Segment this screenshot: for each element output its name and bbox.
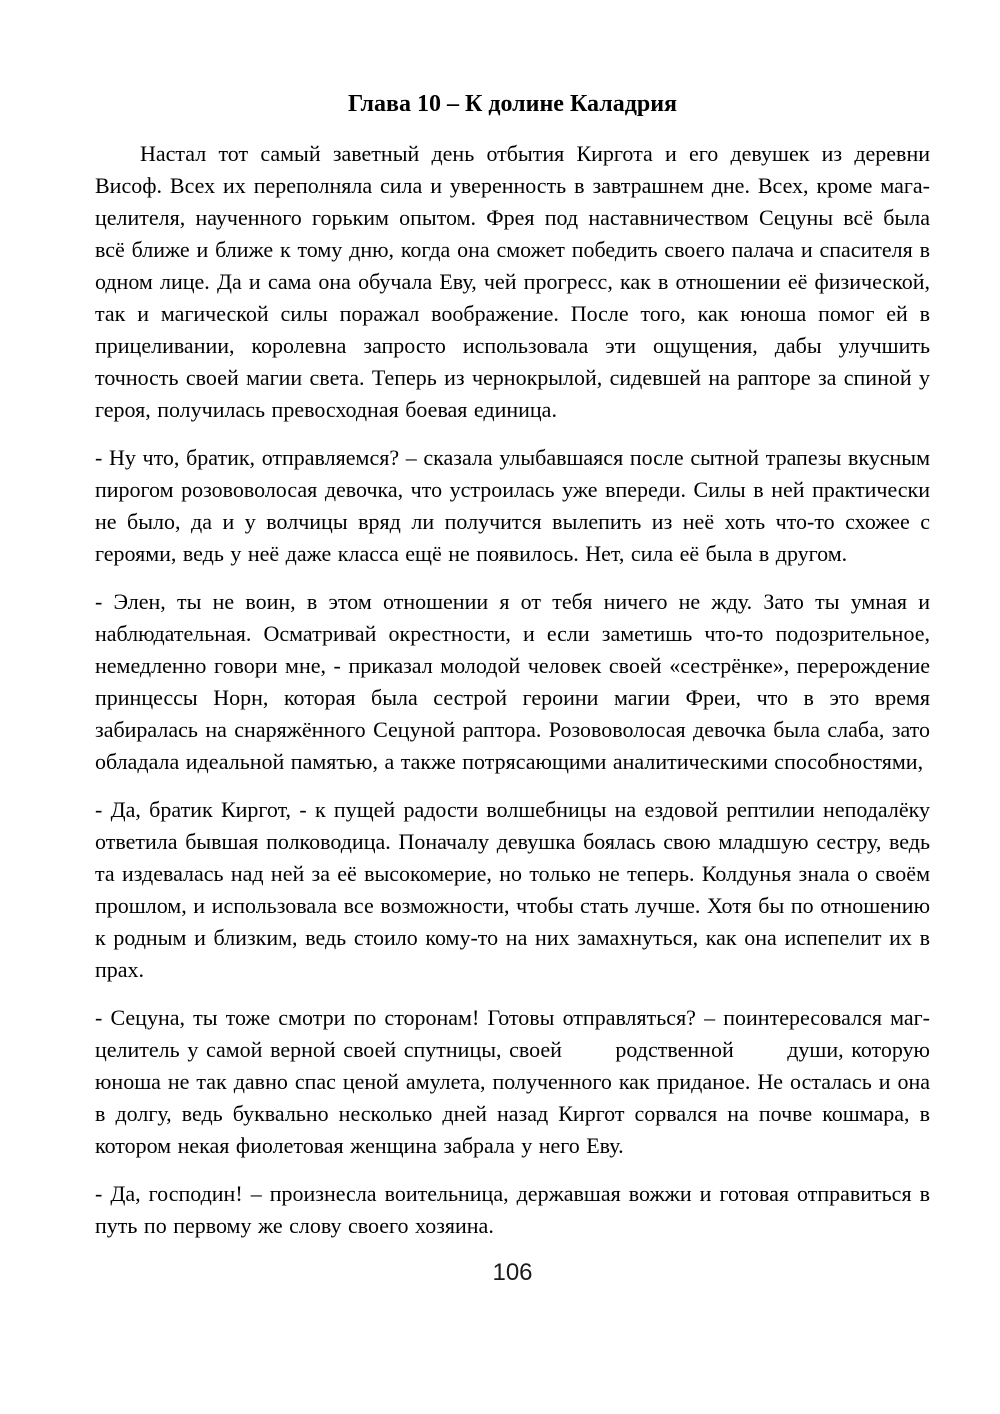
paragraph-dialogue-elen: - Ну что, братик, отправляемся? – сказала улыбавшаяся после сытной трапезы вкусным пирогом розововолосая девочка, что устроилась уже впереди. Силы в ней практически не было, да и у волчицы вряд ли получится вылепить из неё хоть что-то схожее с героями, ведь у неё даже класса ещё не появилось. Нет, сила её была в другом. [95,445,930,566]
page-footer [95,1258,930,1288]
paragraph-narration-1: Настал тот самый заветный день отбытия Киргота и его девушек из деревни Висоф. Всех их переполняла сила и уверенность в завтрашнем дне. Всех, кроме мага-целителя, наученного горьким опытом. Фрея под наставничеством Сецуны всё была всё ближе и ближе к тому дню, когда она сможет победить своего палача и спасителя в одном лице. Да и сама она обучала Еву, чей прогресс, как в отношении её физической, так и магической силы поражал воображение. После того, как юноша помог ей в прицеливании, королевна запросто использовала эти ощущения, дабы улучшить точность своей магии света. Теперь из чернокрылой, сидевшей на рапторе за спиной у героя, получилась превосходная боевая единица. [95,141,930,422]
paragraph-dialogue-setsuna-answer: - Да, господин! – произнесла воительница, державшая вожжи и готовая отправиться в путь по первому же слову своего хозяина. [95,1181,930,1238]
paragraph-dialogue-kirgot-to-elen: - Элен, ты не воин, в этом отношении я от тебя ничего не жду. Зато ты умная и наблюдательная. Осматривай окрестности, и если заметишь что-то подозрительное, немедленно говори мне, - приказал молодой человек своей «сестрёнке», перерождение принцессы Норн, которая была сестрой героини магии Фреи, что в это время забиралась на снаряжённого Сецуной раптора. Розововолосая девочка была слаба, зато обладала идеальной памятью, а также потрясающими аналитическими способностями, [95,589,930,774]
paragraph-dialogue-setsuna-question: - Сецуна, ты тоже смотри по сторонам! Готовы отправляться? – поинтересовался маг-целитель у самой верной своей спутницы, своей родственной души, которую юноша не так давно спас ценой амулета, полученного как приданое. Не осталась и она в долгу, ведь буквально несколько дней назад Киргот сорвался на почве кошмара, в котором некая фиолетовая женщина забрала у него Еву. [95,1005,930,1158]
page-number: 106 [492,1259,533,1286]
paragraph-dialogue-former-commander: - Да, братик Киргот, - к пущей радости волшебницы на ездовой рептилии неподалёку ответила бывшая полководица. Поначалу девушка боялась свою младшую сестру, ведь та издевалась над ней за её высокомерие, но только не теперь. Колдунья знала о своём прошлом, и использовала все возможности, чтобы стать лучше. Хотя бы по отношению к родным и близким, ведь стоило кому-то на них замахнуться, как она испепелит их в прах. [95,797,930,982]
chapter-title: Глава 10 – К долине Каладрия [347,91,678,117]
